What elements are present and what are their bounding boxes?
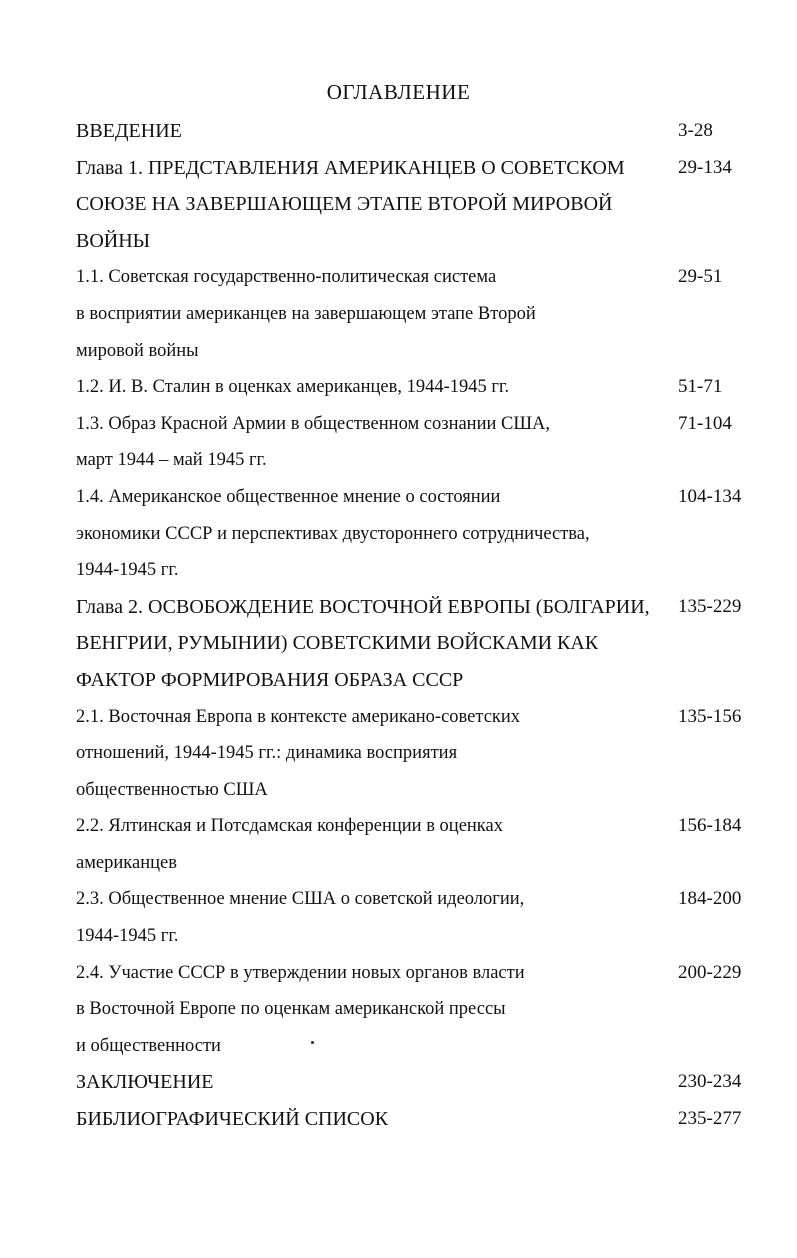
entry-title-line: ВЕНГРИИ, РУМЫНИИ) СОВЕТСКИМИ ВОЙСКАМИ КАК	[76, 632, 599, 655]
entry-title-line: 1944-1945 гг.	[76, 560, 179, 581]
entry-title-line: ФАКТОР ФОРМИРОВАНИЯ ОБРАЗА СССР	[76, 668, 464, 691]
entry-title-line: отношений, 1944-1945 гг.: динамика восприятия	[76, 743, 458, 764]
toc-entry-section-1-2	[76, 369, 756, 406]
entry-title-line: ВОЙНЫ	[76, 229, 151, 252]
toc-title: ОГЛАВЛЕНИЕ	[326, 80, 471, 104]
entry-title-line: американцев	[76, 852, 177, 873]
entry-title-line: 2.2. Ялтинская и Потсдамская конференции в оценках	[76, 816, 503, 837]
entry-title	[76, 808, 672, 881]
entry-title-line: Глава 2. ОСВОБОЖДЕНИЕ ВОСТОЧНОЙ ЕВРОПЫ (БОЛГАРИИ,	[76, 595, 650, 618]
toc-entry-section-2-2	[76, 808, 756, 881]
entry-title-line: 1.3. Образ Красной Армии в общественном сознании США,	[76, 413, 550, 434]
entry-title	[76, 479, 672, 589]
entry-title-line: 2.3. Общественное мнение США о советской идеологии,	[76, 889, 525, 910]
entry-pages: 200-229	[678, 961, 742, 983]
entry-title-line: общественностью США	[76, 779, 268, 800]
toc-entry-section-1-4	[76, 479, 756, 589]
entry-pages: 51-71	[678, 376, 723, 398]
entry-title	[76, 1064, 672, 1101]
entry-pages: 156-184	[678, 815, 742, 837]
entry-pages: 71-104	[678, 412, 732, 434]
entry-title	[76, 150, 672, 260]
toc-entry-chapter-1	[76, 150, 756, 260]
toc-entry-section-2-3	[76, 881, 756, 954]
entry-pages: 135-229	[678, 595, 742, 617]
entry-pages: 3-28	[678, 120, 713, 141]
entry-title	[76, 589, 672, 699]
entry-title	[76, 699, 672, 809]
entry-title-line: 1944-1945 гг.	[76, 926, 179, 947]
entry-title-line: 2.4. Участие СССР в утверждении новых органов власти	[76, 962, 525, 983]
entry-title	[76, 881, 672, 954]
toc-entry-bibliography	[76, 1101, 756, 1138]
entry-title-line: ВВЕДЕНИЕ	[76, 120, 182, 142]
toc-entry-section-1-3	[76, 406, 756, 479]
entry-title-line: 1.2. И. В. Сталин в оценках американцев, 1944-1945 гг.	[76, 377, 510, 398]
entry-title	[76, 113, 672, 150]
table-of-contents	[76, 113, 756, 1138]
entry-pages: 29-134	[678, 156, 732, 178]
entry-title-line: март 1944 – май 1945 гг.	[76, 450, 267, 471]
toc-entry-conclusion	[76, 1064, 756, 1101]
entry-title-line: и общественности	[76, 1035, 221, 1056]
entry-pages: 230-234	[678, 1071, 742, 1093]
entry-pages: 104-134	[678, 485, 742, 507]
entry-pages: 29-51	[678, 266, 723, 288]
entry-title	[76, 1101, 672, 1138]
entry-title-line: СОЮЗЕ НА ЗАВЕРШАЮЩЕМ ЭТАПЕ ВТОРОЙ МИРОВОЙ	[76, 193, 613, 216]
toc-entry-section-2-1	[76, 699, 756, 809]
toc-entry-section-1-1	[76, 259, 756, 369]
entry-title-line: Глава 1. ПРЕДСТАВЛЕНИЯ АМЕРИКАНЦЕВ О СОВЕТСКОМ	[76, 156, 625, 179]
stray-ink-mark	[311, 1041, 314, 1044]
entry-title	[76, 369, 672, 406]
entry-title	[76, 955, 672, 1065]
toc-entry-section-2-4	[76, 955, 756, 1065]
entry-title-line: БИБЛИОГРАФИЧЕСКИЙ СПИСОК	[76, 1108, 389, 1131]
entry-pages: 235-277	[678, 1108, 742, 1130]
entry-title-line: 2.1. Восточная Европа в контексте американо-советских	[76, 706, 521, 727]
entry-title-line: в Восточной Европе по оценкам американской прессы	[76, 999, 506, 1020]
entry-title-line: экономики СССР и перспективах двустороннего сотрудничества,	[76, 523, 590, 544]
entry-title-line: мировой войны	[76, 340, 199, 361]
entry-title-line: в восприятии американцев на завершающем этапе Второй	[76, 303, 536, 324]
entry-title-line: ЗАКЛЮЧЕНИЕ	[76, 1071, 214, 1094]
toc-entry-introduction	[76, 113, 756, 150]
entry-title-line: 1.4. Американское общественное мнение о состоянии	[76, 486, 501, 507]
entry-pages: 184-200	[678, 888, 742, 910]
entry-title-line: 1.1. Советская государственно-политическая система	[76, 267, 497, 288]
toc-entry-chapter-2	[76, 589, 756, 699]
entry-title	[76, 259, 672, 369]
entry-pages: 135-156	[678, 705, 742, 727]
entry-title	[76, 406, 672, 479]
